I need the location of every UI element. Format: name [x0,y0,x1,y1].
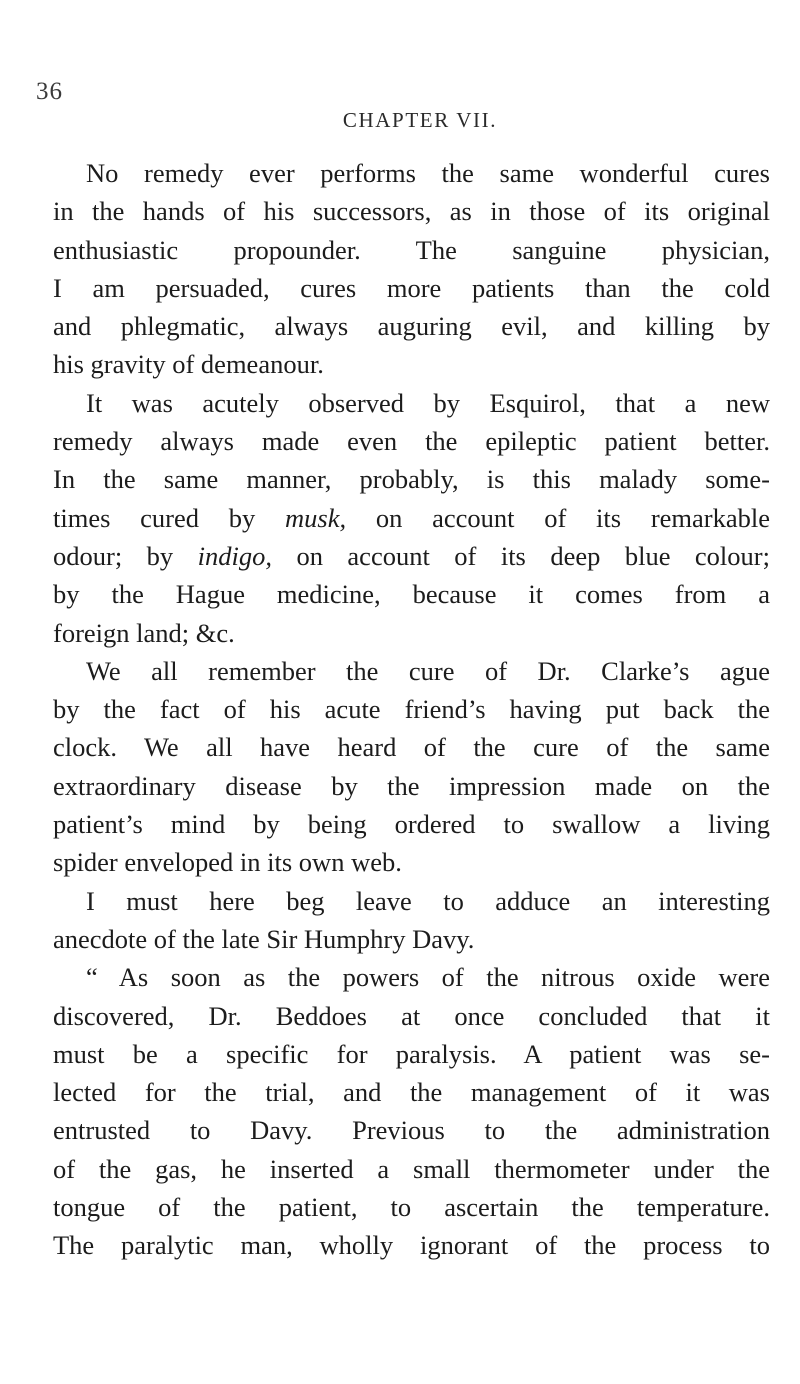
italic-term-musk: musk, [285,502,347,533]
text-line: We all remember the cure of Dr. Clarke’s ague [86,655,770,686]
text-line: patient’s mind by being ordered to swallow a living [53,809,770,840]
text-line: clock. We all have heard of the cure of the same [53,732,770,763]
text-line: lected for the trial, and the management of it was [53,1077,770,1108]
text-line: I am persuaded, cures more patients than the cold [53,272,770,303]
text-line: and phlegmatic, always auguring evil, and killing by [53,311,770,342]
text-run: times cured by [53,502,285,533]
text-run: odour; by [53,540,198,571]
text-line: in the hands of his successors, as in those of its original [53,196,770,227]
text-line [53,537,770,575]
body-text [53,154,770,1265]
text-line: tongue of the patient, to ascertain the temperature. [53,1192,770,1223]
text-run: on account of its remarkable [346,502,770,533]
text-line: must be a specific for paralysis. A patient was se- [53,1038,770,1069]
italic-term-indigo: indigo, [197,540,272,571]
text-line: “ As soon as the powers of the nitrous oxide were [86,962,770,993]
text-line: foreign land; &c. [53,617,235,648]
text-line: The paralytic man, wholly ignorant of the process to [53,1230,770,1261]
text-line: of the gas, he inserted a small thermometer under the [53,1153,770,1184]
text-line [53,499,770,537]
text-line: remedy always made even the epileptic patient better. [53,426,770,457]
text-run: on account of its deep blue colour; [271,540,770,571]
text-line: his gravity of demeanour. [53,349,324,380]
text-line: discovered, Dr. Beddoes at once concluded that it [53,1000,770,1031]
page-number: 36 [36,78,63,105]
text-line: enthusiastic propounder. The sanguine physician, [53,234,770,265]
text-line: anecdote of the late Sir Humphry Davy. [53,923,475,954]
text-line: In the same manner, probably, is this malady some- [53,464,770,495]
text-line: by the Hague medicine, because it comes from a [53,579,770,610]
text-line: by the fact of his acute friend’s having put back the [53,694,770,725]
text-line: spider enveloped in its own web. [53,847,402,878]
text-line: I must here beg leave to adduce an interesting [86,885,770,916]
text-line: entrusted to Davy. Previous to the administration [53,1115,770,1146]
text-line: No remedy ever performs the same wonderful cures [86,158,770,188]
text-line: extraordinary disease by the impression made on the [53,770,770,801]
text-line: It was acutely observed by Esquirol, that a new [86,387,770,418]
running-head: CHAPTER VII. [342,108,498,132]
